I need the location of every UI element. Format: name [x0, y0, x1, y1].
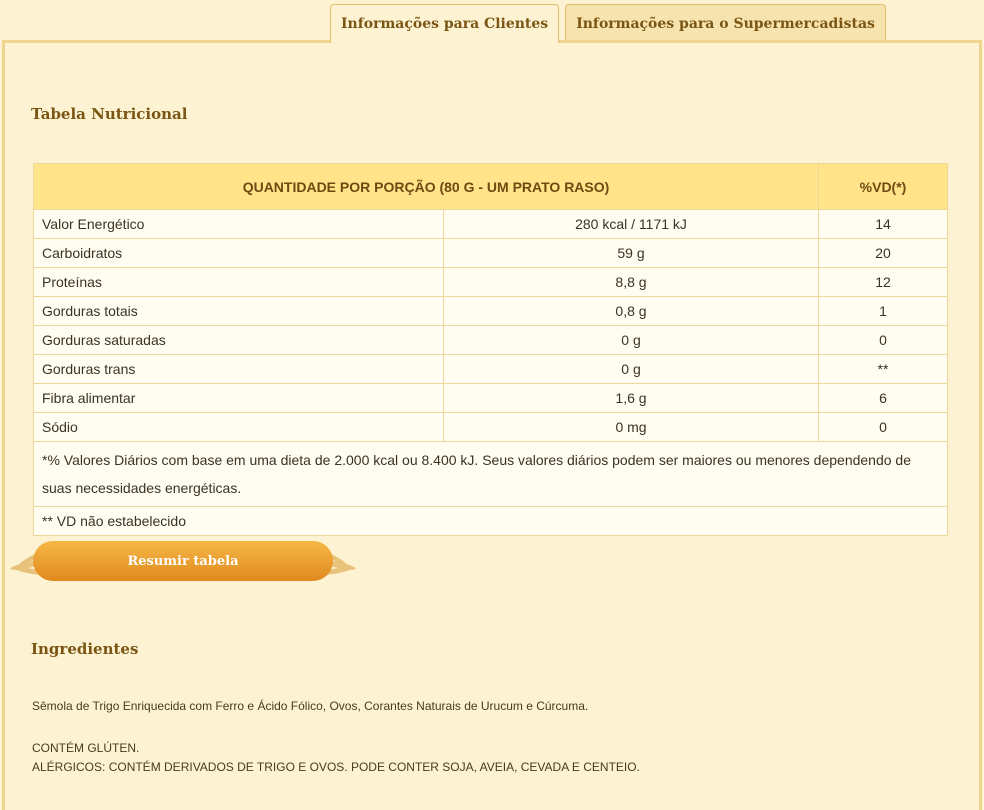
- table-row: [34, 268, 948, 297]
- nutrient-quantity: 0,8 g: [444, 297, 819, 326]
- table-row: [34, 297, 948, 326]
- table-row: [34, 413, 948, 442]
- allergens-warning: ALÉRGICOS: CONTÉM DERIVADOS DE TRIGO E OVOS. PODE CONTER SOJA, AVEIA, CEVADA E CENTEIO.: [32, 760, 640, 774]
- nutrition-table: [33, 163, 948, 536]
- nutrient-quantity: 280 kcal / 1171 kJ: [444, 210, 819, 239]
- nutrient-vd: 0: [819, 326, 948, 355]
- ingredients-title: Ingredientes: [31, 640, 139, 658]
- header-portion: QUANTIDADE POR PORÇÃO (80 G - UM PRATO RASO): [34, 164, 819, 210]
- nutrient-name: Gorduras trans: [34, 355, 444, 384]
- tab-supermercadistas[interactable]: Informações para o Supermercadistas: [565, 4, 886, 42]
- nutrient-name: Gorduras totais: [34, 297, 444, 326]
- nutrient-quantity: 1,6 g: [444, 384, 819, 413]
- nutrient-name: Valor Energético: [34, 210, 444, 239]
- table-footnote-row: [34, 442, 948, 507]
- table-row: [34, 239, 948, 268]
- table-footnote-row: [34, 507, 948, 536]
- nutrient-vd: **: [819, 355, 948, 384]
- footnote-daily-values: *% Valores Diários com base em uma dieta de 2.000 kcal ou 8.400 kJ. Seus valores diários podem ser maiores ou menores dependendo de suas necessidades energéticas.: [34, 442, 948, 507]
- nutrient-vd: 12: [819, 268, 948, 297]
- table-row: [34, 384, 948, 413]
- nutrition-title: Tabela Nutricional: [31, 105, 188, 123]
- footnote-vd: ** VD não estabelecido: [34, 507, 948, 536]
- nutrient-vd: 20: [819, 239, 948, 268]
- table-row: [34, 355, 948, 384]
- header-vd: %VD(*): [819, 164, 948, 210]
- nutrient-quantity: 0 g: [444, 355, 819, 384]
- table-header-row: [34, 164, 948, 210]
- nutrient-vd: 0: [819, 413, 948, 442]
- nutrient-quantity: 0 mg: [444, 413, 819, 442]
- summarize-table-button[interactable]: Resumir tabela: [33, 541, 333, 581]
- nutrient-name: Fibra alimentar: [34, 384, 444, 413]
- nutrient-vd: 14: [819, 210, 948, 239]
- tab-clientes[interactable]: Informações para Clientes: [330, 4, 559, 43]
- nutrient-name: Proteínas: [34, 268, 444, 297]
- table-row: [34, 210, 948, 239]
- nutrient-quantity: 8,8 g: [444, 268, 819, 297]
- gluten-warning: CONTÉM GLÚTEN.: [32, 741, 140, 755]
- nutrient-vd: 1: [819, 297, 948, 326]
- nutrient-name: Sódio: [34, 413, 444, 442]
- nutrient-quantity: 0 g: [444, 326, 819, 355]
- table-row: [34, 326, 948, 355]
- ingredients-text: Sêmola de Trigo Enriquecida com Ferro e Ácido Fólico, Ovos, Corantes Naturais de Urucum e Cúrcuma.: [32, 699, 589, 713]
- tab-bar: [330, 4, 886, 42]
- nutrient-quantity: 59 g: [444, 239, 819, 268]
- nutrient-vd: 6: [819, 384, 948, 413]
- nutrient-name: Carboidratos: [34, 239, 444, 268]
- nutrient-name: Gorduras saturadas: [34, 326, 444, 355]
